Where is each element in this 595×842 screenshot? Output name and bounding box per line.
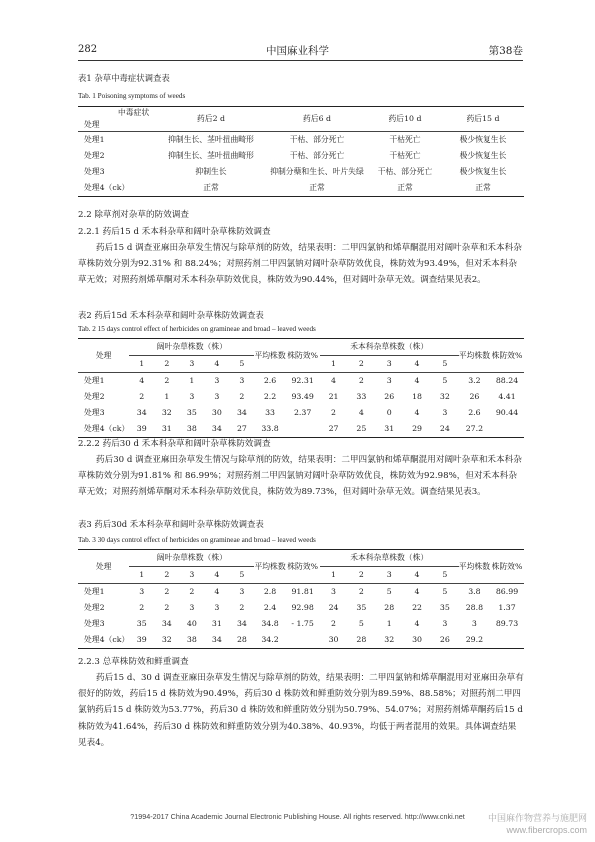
table-cell: 3 xyxy=(189,392,195,401)
table-cell: 24 xyxy=(328,603,339,612)
table-cell: 处理4（ck） xyxy=(84,635,130,644)
table-cell: 89.73 xyxy=(495,619,519,628)
table-cell: 24 xyxy=(439,424,450,433)
table-cell: 39 xyxy=(136,635,147,644)
table-header: 株防效% xyxy=(287,351,319,360)
table1-corner-bottom: 处理 xyxy=(84,120,100,129)
table-cell: 33.8 xyxy=(261,424,279,433)
table2-caption: 表2 药后15d 禾本科杂草和阔叶杂草株防效调查表 xyxy=(78,310,264,320)
table-cell: 处理2 xyxy=(84,603,105,612)
table-header: 5 xyxy=(442,359,448,368)
table-cell: 2.37 xyxy=(293,408,312,417)
table-header: 禾本科杂草株数（株） xyxy=(320,339,459,356)
table-header: 5 xyxy=(442,570,448,579)
table-cell: 27 xyxy=(328,424,339,433)
table-cell: 30 xyxy=(328,635,339,644)
table-header: 2 xyxy=(164,570,170,579)
table-cell: 32 xyxy=(161,635,172,644)
table-cell: 处理2 xyxy=(84,151,105,160)
table-cell: 3 xyxy=(471,619,477,628)
table-cell: 正常 xyxy=(397,183,413,192)
table-cell: 处理1 xyxy=(84,587,105,596)
paragraph: 药后15 d 调查亚麻田杂草发生情况与除草剂的防效，结果表明：二甲四氯钠和烯草酮混用对阔叶杂草和禾本科杂草株防效分别为92.31% 和 88.24%；对照药剂二甲四氯钠对阔叶杂草防效优良，株防效为93.49%，但对禾本科杂草无效；对照药剂烯草酮对禾本科杂草防效优良，株防效为90.44%，但对阔叶杂草无效。调查结果见表2。 xyxy=(78,243,522,286)
table-header: 5 xyxy=(239,359,245,368)
table-cell: 26 xyxy=(384,392,395,401)
table-cell: 2 xyxy=(239,603,245,612)
table-cell: 34 xyxy=(211,424,222,433)
subsection-heading: 2.2.3 总草株防效和鲜重调查 xyxy=(78,657,189,667)
table-header: 阔叶杂草株数（株） xyxy=(129,550,254,567)
table-cell: 32 xyxy=(161,408,172,417)
paragraph: 药后30 d 调查亚麻田杂草发生情况与除草剂的防效，结果表明：二甲四氯钠和烯草酮混用对阔叶杂草和禾本科杂草株防效分别为91.81% 和 86.99%；对照药剂二甲四氯钠对阔叶杂草防效优良，株防效为92.98%，但对禾本科杂草无效；对照药剂烯草酮对禾本科杂草防效优良，株防效为89.73%，但对阔叶杂草无效。调查结果见表3。 xyxy=(78,455,522,498)
table-cell: 3 xyxy=(214,392,220,401)
table-row xyxy=(78,148,524,164)
table-cell: 3 xyxy=(239,376,245,385)
table-header: 2 xyxy=(164,359,170,368)
table-header: 平均株数 xyxy=(254,562,286,571)
table-cell: 5 xyxy=(442,376,448,385)
table1-col: 药后10 d xyxy=(388,114,422,123)
table-cell: 2.2 xyxy=(263,392,277,401)
table-header: 3 xyxy=(189,570,195,579)
table3-header-row xyxy=(78,550,524,567)
table-cell: 4 xyxy=(358,408,364,417)
table-cell: 0 xyxy=(386,408,392,417)
table-header: 1 xyxy=(139,570,145,579)
table-cell: 1 xyxy=(386,619,392,628)
table-cell: 3.2 xyxy=(468,376,481,385)
table-cell: 3 xyxy=(442,619,448,628)
table-header: 1 xyxy=(331,359,337,368)
table-cell: 3 xyxy=(331,587,337,596)
table-cell: 21 xyxy=(328,392,339,401)
table-row xyxy=(78,616,524,632)
table-cell: 90.44 xyxy=(495,408,519,417)
table-cell: 31 xyxy=(384,424,395,433)
table-cell: 32 xyxy=(439,392,450,401)
table-cell: 处理4（ck） xyxy=(84,424,130,433)
table-cell: 2.6 xyxy=(263,376,277,385)
table-cell: 2 xyxy=(164,376,170,385)
table-cell: 28 xyxy=(236,635,247,644)
table-cell: 18 xyxy=(412,392,422,401)
table-cell xyxy=(286,632,320,649)
table-header: 株防效% xyxy=(491,351,523,360)
table-cell: 4 xyxy=(414,587,420,596)
table-cell: 25 xyxy=(356,424,367,433)
table-cell: 28.8 xyxy=(465,603,484,612)
table-cell: 34 xyxy=(136,408,147,417)
table-cell: 抑制生长、茎叶扭曲畸形 xyxy=(168,135,254,144)
table1-caption-en: Tab. 1 Poisoning symptoms of weeds xyxy=(78,92,186,100)
table-header: 株防效% xyxy=(287,562,319,571)
table-row xyxy=(78,389,524,405)
table-cell: 35 xyxy=(186,408,197,417)
table-cell: 极少恢复生长 xyxy=(459,167,507,176)
table-cell: - 1.75 xyxy=(291,619,314,628)
table-cell: 40 xyxy=(186,619,197,628)
table-header: 阔叶杂草株数（株） xyxy=(129,339,254,356)
subsection-heading: 2.2.1 药后15 d 禾本科杂草和阔叶杂草株防效调查 xyxy=(78,227,271,237)
table-cell: 2 xyxy=(189,587,195,596)
table-cell: 31 xyxy=(161,424,172,433)
table-cell: 88.24 xyxy=(495,376,519,385)
table1 xyxy=(78,106,524,197)
table-cell: 31 xyxy=(211,619,222,628)
header-rule xyxy=(78,60,523,61)
table-cell: 干枯、部分死亡 xyxy=(289,135,345,144)
table-cell: 干枯、部分死亡 xyxy=(289,151,345,160)
table-header: 3 xyxy=(386,570,392,579)
table-cell: 3 xyxy=(442,408,448,417)
table3-caption: 表3 药后30d 禾本科杂草和阔叶杂草株防效调查表 xyxy=(78,519,264,529)
table-cell: 34.2 xyxy=(261,635,279,644)
table-header: 4 xyxy=(414,359,420,368)
table-cell: 34 xyxy=(236,619,247,628)
table-cell: 抑制生长、茎叶扭曲畸形 xyxy=(168,151,254,160)
table-cell: 2 xyxy=(358,376,364,385)
table-cell: 35 xyxy=(356,603,367,612)
table-header: 平均株数 xyxy=(458,562,490,571)
table-cell: 38 xyxy=(186,424,197,433)
table-cell: 22 xyxy=(412,603,422,612)
table-cell: 2 xyxy=(164,603,170,612)
table-header: 2 xyxy=(358,570,364,579)
table-cell: 2 xyxy=(139,392,145,401)
table-cell: 4.41 xyxy=(498,392,516,401)
table-header: 处理 xyxy=(95,561,112,571)
table-cell: 29 xyxy=(412,424,422,433)
table-header: 4 xyxy=(214,359,220,368)
table-cell: 处理1 xyxy=(84,376,105,385)
table-row xyxy=(78,600,524,616)
table-cell: 5 xyxy=(386,587,392,596)
table-cell: 正常 xyxy=(309,183,325,192)
table-cell: 2 xyxy=(164,587,170,596)
table-header: 3 xyxy=(189,359,195,368)
table-cell: 5 xyxy=(358,619,364,628)
table-cell: 3.8 xyxy=(468,587,481,596)
table1-header-row xyxy=(78,107,524,132)
table-cell: 33 xyxy=(265,408,275,417)
table-cell: 2 xyxy=(358,587,364,596)
table-cell: 93.49 xyxy=(291,392,314,401)
table-cell: 2 xyxy=(139,603,145,612)
table1-col: 药后2 d xyxy=(196,114,226,123)
table-cell: 3 xyxy=(386,376,392,385)
table-cell: 30 xyxy=(211,408,222,417)
table-row xyxy=(78,132,524,149)
table3-caption-en: Tab. 3 30 days control effect of herbicides on gramineae and broad – leaved weeds xyxy=(78,536,316,544)
table-cell: 4 xyxy=(414,376,420,385)
table-cell: 1.37 xyxy=(498,603,516,612)
table-cell: 正常 xyxy=(203,183,219,192)
table-cell: 处理3 xyxy=(84,408,105,417)
table-header: 1 xyxy=(331,570,337,579)
table-row xyxy=(78,180,524,197)
table-cell: 26 xyxy=(439,635,450,644)
table-cell: 处理1 xyxy=(84,135,105,144)
table-cell: 3 xyxy=(239,587,245,596)
table-header: 4 xyxy=(414,570,420,579)
table-cell: 32 xyxy=(384,635,395,644)
table1-corner xyxy=(78,107,156,132)
table-header: 处理 xyxy=(95,350,112,360)
table-cell: 2.8 xyxy=(263,587,277,596)
table-cell: 33 xyxy=(356,392,367,401)
table-cell: 34 xyxy=(236,408,247,417)
table-cell: 2.6 xyxy=(468,408,481,417)
table-cell: 91.81 xyxy=(291,587,314,596)
table-cell: 5 xyxy=(442,587,448,596)
page-number: 282 xyxy=(78,44,98,55)
table-header: 5 xyxy=(239,570,245,579)
table-cell: 处理2 xyxy=(84,392,105,401)
table-cell: 86.99 xyxy=(495,587,519,596)
table-cell: 29.2 xyxy=(465,635,484,644)
table-cell: 30 xyxy=(412,635,422,644)
table-header: 禾本科杂草株数（株） xyxy=(320,550,459,567)
table3 xyxy=(78,549,524,649)
table-cell: 26 xyxy=(469,392,480,401)
table-cell: 极少恢复生长 xyxy=(459,151,507,160)
table-cell: 正常 xyxy=(475,183,491,192)
table-cell xyxy=(490,632,524,649)
table-header: 平均株数 xyxy=(458,351,490,360)
table-row xyxy=(78,632,524,649)
table1-corner-top: 中毒症状 xyxy=(118,108,150,117)
table-header: 株防效% xyxy=(491,562,523,571)
table-row xyxy=(78,164,524,180)
table-cell: 2 xyxy=(331,408,337,417)
table-row xyxy=(78,584,524,601)
table-cell: 27 xyxy=(236,424,247,433)
table-cell: 28 xyxy=(384,603,395,612)
table-header: 平均株数 xyxy=(254,351,286,360)
table-cell: 2 xyxy=(239,392,245,401)
table-cell: 2 xyxy=(331,619,337,628)
section-heading: 2.2 除草剂对杂草的防效调查 xyxy=(78,210,189,220)
table-cell: 2.4 xyxy=(263,603,277,612)
table-cell: 抑制分蘖和生长、叶片失绿 xyxy=(270,167,364,176)
table-cell: 3 xyxy=(214,603,220,612)
table2-header-row xyxy=(78,339,524,356)
journal-title: 中国麻业科学 xyxy=(266,45,329,57)
subsection-heading: 2.2.2 药后30 d 禾本科杂草和阔叶杂草株防效调查 xyxy=(78,439,271,449)
table-cell: 27.2 xyxy=(465,424,484,433)
table1-col: 药后15 d xyxy=(466,114,500,123)
table-cell: 1 xyxy=(189,376,195,385)
table-cell: 处理4（ck） xyxy=(84,183,130,192)
table-cell: 3 xyxy=(214,376,220,385)
table-cell: 4 xyxy=(139,376,145,385)
table-cell: 干枯死亡 xyxy=(389,135,421,144)
table-cell: 极少恢复生长 xyxy=(459,135,507,144)
paragraph: 药后15 d、30 d 调查亚麻田杂草发生情况与除草剂的防效，结果表明：二甲四氯钠和烯草酮混用对亚麻田杂草有很好的防效，药后15 d 株防效为90.49%，药后30 d 株防效和鲜重防效分别为89.59%、88.58%；对照药剂二甲四氯钠药后15 d 株防效为53.77%，药后30 d 株防效和鲜重防效分别为50.79%、54.07%；对照药剂烯草酮药后15 d 株防效为41.64%，药后30 d 株防效和鲜重防效分别为40.38%、40.93%，均低于两者混用的效果。具体调查结果见表4。 xyxy=(78,673,524,748)
table1-caption: 表1 杂草中毒症状调查表 xyxy=(78,73,170,83)
table-cell: 3 xyxy=(189,603,195,612)
table-cell: 抑制生长 xyxy=(195,167,227,176)
copyright-footer: ?1994-2017 China Academic Journal Electronic Publishing House. All rights reserved. http://www.cnki.net xyxy=(130,812,465,821)
table-header: 4 xyxy=(214,570,220,579)
table-cell: 28 xyxy=(356,635,367,644)
table-cell: 34 xyxy=(211,635,222,644)
table-cell: 4 xyxy=(331,376,337,385)
table-cell: 92.98 xyxy=(291,603,314,612)
volume-label: 第38卷 xyxy=(488,45,523,57)
table-cell: 4 xyxy=(214,587,220,596)
table1-col: 药后6 d xyxy=(302,114,332,123)
table-cell: 92.31 xyxy=(291,376,314,385)
watermark: 中国麻作物营养与施肥网 www.fibercrops.com xyxy=(487,813,587,835)
table-header: 2 xyxy=(358,359,364,368)
table2 xyxy=(78,338,524,438)
table-cell: 干枯死亡 xyxy=(389,151,421,160)
table-cell: 35 xyxy=(439,603,450,612)
table-cell: 处理3 xyxy=(84,167,105,176)
table-cell: 4 xyxy=(414,408,420,417)
table-cell: 干枯、部分死亡 xyxy=(377,167,433,176)
table-cell: 4 xyxy=(414,619,420,628)
table-header: 3 xyxy=(386,359,392,368)
table-row xyxy=(78,373,524,390)
table-cell: 38 xyxy=(186,635,197,644)
table-row xyxy=(78,405,524,421)
table-cell: 1 xyxy=(164,392,170,401)
table2-caption-en: Tab. 2 15 days control effect of herbicides on gramineae and broad – leaved weeds xyxy=(78,325,316,333)
table-header: 1 xyxy=(139,359,145,368)
table-cell: 39 xyxy=(136,424,147,433)
table-cell: 处理3 xyxy=(84,619,105,628)
table-cell: 34.8 xyxy=(261,619,279,628)
table-cell: 3 xyxy=(139,587,145,596)
table-cell: 35 xyxy=(136,619,147,628)
table-cell: 34 xyxy=(161,619,172,628)
